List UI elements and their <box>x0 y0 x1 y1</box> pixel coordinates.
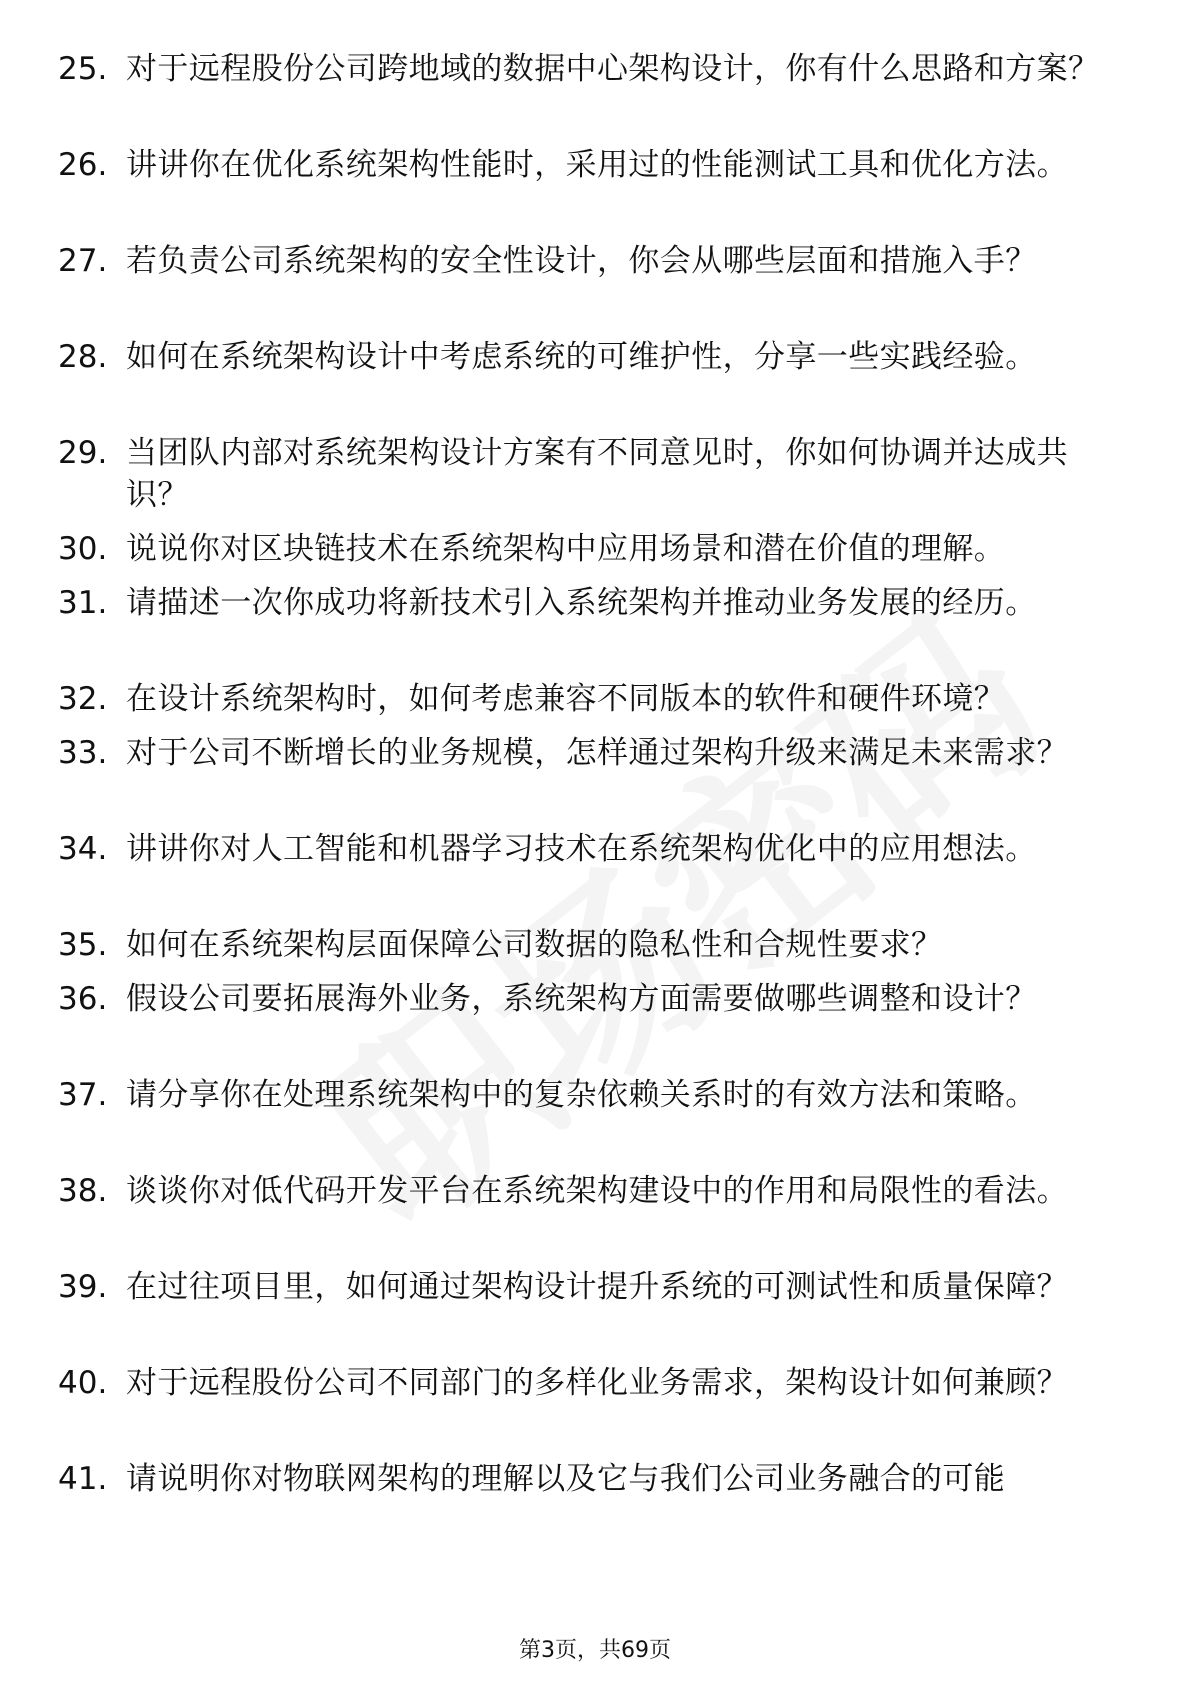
question-text: 请分享你在处理系统架构中的复杂依赖关系时的有效方法和策略。 <box>126 1077 1037 1113</box>
question-text: 对于远程股份公司不同部门的多样化业务需求，架构设计如何兼顾？ <box>126 1365 1068 1401</box>
question-number: 26. <box>58 147 108 183</box>
question-text: 对于远程股份公司跨地域的数据中心架构设计，你有什么思路和方案？ <box>126 51 1100 87</box>
question-number: 33. <box>58 735 108 771</box>
question-text: 说说你对区块链技术在系统架构中应用场景和潜在价值的理解。 <box>126 531 1006 567</box>
question-text: 当团队内部对系统架构设计方案有不同意见时，你如何协调并达成共识？ <box>126 435 1068 513</box>
question-number: 30. <box>58 531 108 567</box>
question-text: 对于公司不断增长的业务规模，怎样通过架构升级来满足未来需求？ <box>126 735 1068 771</box>
question-text: 讲讲你对人工智能和机器学习技术在系统架构优化中的应用想法。 <box>126 831 1037 867</box>
question-text: 假设公司要拓展海外业务，系统架构方面需要做哪些调整和设计？ <box>126 981 1037 1017</box>
question-text: 谈谈你对低代码开发平台在系统架构建设中的作用和局限性的看法。 <box>126 1173 1068 1209</box>
question-number: 27. <box>58 243 108 279</box>
question-text: 在过往项目里，如何通过架构设计提升系统的可测试性和质量保障？ <box>126 1269 1068 1305</box>
question-text: 若负责公司系统架构的安全性设计，你会从哪些层面和措施入手？ <box>126 243 1037 279</box>
question-number: 29. <box>58 435 108 471</box>
question-number: 35. <box>58 927 108 963</box>
question-number: 28. <box>58 339 108 375</box>
question-number: 41. <box>58 1461 108 1497</box>
question-number: 40. <box>58 1365 108 1401</box>
question-text: 讲讲你在优化系统架构性能时，采用过的性能测试工具和优化方法。 <box>126 147 1068 183</box>
question-number: 31. <box>58 585 108 621</box>
question-text: 请描述一次你成功将新技术引入系统架构并推动业务发展的经历。 <box>126 585 1037 621</box>
question-text: 请说明你对物联网架构的理解以及它与我们公司业务融合的可能 <box>126 1461 1006 1497</box>
question-number: 39. <box>58 1269 108 1305</box>
question-number: 36. <box>58 981 108 1017</box>
question-text: 在设计系统架构时，如何考虑兼容不同版本的软件和硬件环境？ <box>126 681 1006 717</box>
question-number: 25. <box>58 51 108 87</box>
question-text: 如何在系统架构设计中考虑系统的可维护性，分享一些实践经验。 <box>126 339 1037 375</box>
page-footer: 第3页，共69页 <box>519 1638 671 1663</box>
question-number: 32. <box>58 681 108 717</box>
question-number: 38. <box>58 1173 108 1209</box>
question-text: 如何在系统架构层面保障公司数据的隐私性和合规性要求？ <box>126 927 943 963</box>
question-number: 37. <box>58 1077 108 1113</box>
question-number: 34. <box>58 831 108 867</box>
